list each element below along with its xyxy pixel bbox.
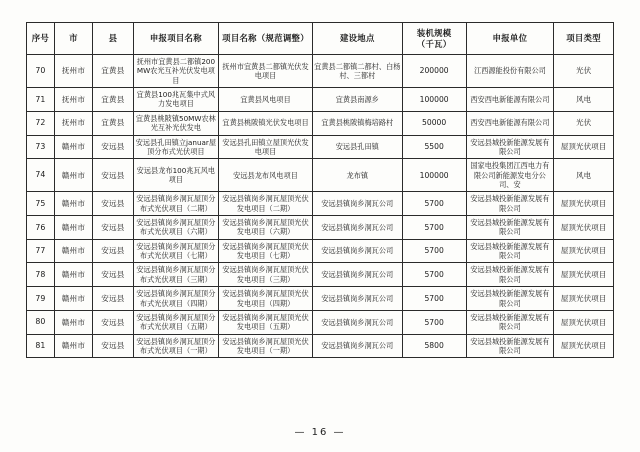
- cell-seq: 79: [27, 287, 55, 311]
- cell-city: 抚州市: [54, 111, 92, 135]
- cell-city: 赣州市: [54, 287, 92, 311]
- cell-unit: 西安西电新能源有限公司: [466, 111, 554, 135]
- cell-capacity: 100000: [402, 88, 466, 112]
- cell-type: 屋顶光伏项目: [554, 216, 614, 240]
- cell-city: 赣州市: [54, 216, 92, 240]
- cell-type: 屋顶光伏项目: [554, 263, 614, 287]
- cell-type: 风电: [554, 159, 614, 192]
- table-row: [27, 192, 614, 216]
- column-header-county: 县: [93, 23, 134, 55]
- cell-site: 安远县镇岗乡洞瓦公司: [312, 334, 402, 358]
- cell-seq: 70: [27, 55, 55, 88]
- cell-type: 屋顶光伏项目: [554, 135, 614, 159]
- cell-city: 抚州市: [54, 55, 92, 88]
- cell-city: 赣州市: [54, 135, 92, 159]
- table-row: [27, 287, 614, 311]
- cell-seq: 78: [27, 263, 55, 287]
- cell-declared-name: 安远县镇岗乡洞瓦屋顶分布式光伏项目（六期）: [133, 216, 218, 240]
- cell-county: 安远县: [93, 310, 134, 334]
- cell-city: 赣州市: [54, 310, 92, 334]
- cell-type: 光伏: [554, 55, 614, 88]
- cell-site: 宜黄县桃陂镇梅培路村: [312, 111, 402, 135]
- cell-seq: 72: [27, 111, 55, 135]
- cell-unit: 安远县城投新能源发展有限公司: [466, 216, 554, 240]
- cell-site: 安远县孔田镇: [312, 135, 402, 159]
- table-header-row: [27, 23, 614, 55]
- column-header-declaring-unit: 申报单位: [466, 23, 554, 55]
- cell-city: 赣州市: [54, 263, 92, 287]
- cell-project-name: 安远县镇岗乡洞瓦屋顶光伏发电项目（四期）: [219, 287, 313, 311]
- column-header-declared-project-name: 申报项目名称: [133, 23, 218, 55]
- cell-county: 安远县: [93, 135, 134, 159]
- cell-city: 赣州市: [54, 159, 92, 192]
- cell-declared-name: 安远县龙布100兆瓦风电项目: [133, 159, 218, 192]
- cell-site: 宜黄县二都镇二都村、白杨村、三都村: [312, 55, 402, 88]
- cell-site: 安远县镇岗乡洞瓦公司: [312, 263, 402, 287]
- cell-seq: 75: [27, 192, 55, 216]
- cell-type: 屋顶光伏项目: [554, 310, 614, 334]
- cell-unit: 安远县城投新能源发展有限公司: [466, 192, 554, 216]
- cell-site: 安远县镇岗乡洞瓦公司: [312, 239, 402, 263]
- cell-unit: 安远县城投新能源发展有限公司: [466, 310, 554, 334]
- project-registry-table: [26, 22, 614, 358]
- cell-declared-name: 安远县镇岗乡洞瓦屋顶分布式光伏项目（七期）: [133, 239, 218, 263]
- cell-project-name: 安远县镇岗乡洞瓦屋顶光伏发电项目（一期）: [219, 334, 313, 358]
- column-header-project-type: 项目类型: [554, 23, 614, 55]
- table-row: [27, 334, 614, 358]
- cell-county: 宜黄县: [93, 111, 134, 135]
- cell-city: 赣州市: [54, 334, 92, 358]
- cell-type: 光伏: [554, 111, 614, 135]
- table-row: [27, 159, 614, 192]
- cell-declared-name: 安远县镇岗乡洞瓦屋顶分布式光伏项目（五期）: [133, 310, 218, 334]
- capacity-header-line2: （千瓦）: [416, 38, 452, 49]
- cell-capacity: 200000: [402, 55, 466, 88]
- cell-city: 赣州市: [54, 192, 92, 216]
- column-header-city: 市: [54, 23, 92, 55]
- cell-county: 宜黄县: [93, 88, 134, 112]
- cell-site: 安远县镇岗乡洞瓦公司: [312, 287, 402, 311]
- cell-unit: 江西源能投份有限公司: [466, 55, 554, 88]
- cell-project-name: 抚州市宜黄县二都镇光伏发电项目: [219, 55, 313, 88]
- cell-county: 安远县: [93, 263, 134, 287]
- cell-capacity: 5700: [402, 263, 466, 287]
- cell-seq: 71: [27, 88, 55, 112]
- cell-county: 安远县: [93, 216, 134, 240]
- cell-site: 宜黄县南源乡: [312, 88, 402, 112]
- cell-type: 风电: [554, 88, 614, 112]
- table-row: [27, 239, 614, 263]
- table-body: [27, 55, 614, 358]
- cell-declared-name: 安远县镇岗乡洞瓦屋顶分布式光伏项目（三期）: [133, 263, 218, 287]
- table-row: [27, 111, 614, 135]
- cell-declared-name: 抚州市宜黄县二都镇200MW农光互补光伏发电项目: [133, 55, 218, 88]
- cell-site: 安远县镇岗乡洞瓦公司: [312, 216, 402, 240]
- cell-declared-name: 宜黄县桃陂镇50MW农林光互补光伏发电: [133, 111, 218, 135]
- column-header-capacity: [402, 23, 466, 55]
- cell-seq: 77: [27, 239, 55, 263]
- cell-capacity: 100000: [402, 159, 466, 192]
- cell-declared-name: 安远县镇岗乡洞瓦屋顶分布式光伏项目（四期）: [133, 287, 218, 311]
- cell-capacity: 5700: [402, 239, 466, 263]
- cell-unit: 安远县城投新能源发展有限公司: [466, 263, 554, 287]
- cell-seq: 81: [27, 334, 55, 358]
- table-row: [27, 310, 614, 334]
- cell-capacity: 5700: [402, 192, 466, 216]
- cell-seq: 80: [27, 310, 55, 334]
- cell-declared-name: 宜黄县100兆瓦集中式风力发电项目: [133, 88, 218, 112]
- table-row: [27, 55, 614, 88]
- column-header-seq: 序号: [27, 23, 55, 55]
- cell-capacity: 5700: [402, 310, 466, 334]
- cell-project-name: 安远县龙布风电项目: [219, 159, 313, 192]
- cell-unit: 安远县城投新能源发展有限公司: [466, 287, 554, 311]
- table-row: [27, 263, 614, 287]
- cell-site: 安远县镇岗乡洞瓦公司: [312, 310, 402, 334]
- cell-project-name: 宜黄县桃陂镇光伏发电项目: [219, 111, 313, 135]
- cell-county: 安远县: [93, 159, 134, 192]
- cell-capacity: 5800: [402, 334, 466, 358]
- cell-declared-name: 安远县镇岗乡洞瓦屋顶分布式光伏项目（一期）: [133, 334, 218, 358]
- cell-declared-name: 安远县镇岗乡洞瓦屋顶分布式光伏项目（二期）: [133, 192, 218, 216]
- capacity-header-line1: 装机规模: [416, 28, 452, 38]
- cell-county: 安远县: [93, 287, 134, 311]
- cell-unit: 安远县城投新能源发展有限公司: [466, 239, 554, 263]
- column-header-project-name: 项目名称（规范调整）: [219, 23, 313, 55]
- column-header-construction-site: 建设地点: [312, 23, 402, 55]
- cell-city: 赣州市: [54, 239, 92, 263]
- cell-county: 安远县: [93, 192, 134, 216]
- cell-project-name: 安远县镇岗乡洞瓦屋顶光伏发电项目（三期）: [219, 263, 313, 287]
- table-row: [27, 88, 614, 112]
- cell-capacity: 50000: [402, 111, 466, 135]
- cell-unit: 安远县城投新能源发展有限公司: [466, 135, 554, 159]
- cell-unit: 西安西电新能源有限公司: [466, 88, 554, 112]
- cell-unit: 国家电投集团江西电力有限公司新能源发电分公司、安: [466, 159, 554, 192]
- cell-county: 安远县: [93, 239, 134, 263]
- cell-capacity: 5500: [402, 135, 466, 159]
- cell-city: 抚州市: [54, 88, 92, 112]
- cell-type: 屋顶光伏项目: [554, 239, 614, 263]
- page-number: — 16 —: [294, 427, 346, 438]
- cell-project-name: 安远县镇岗乡洞瓦屋顶光伏发电项目（五期）: [219, 310, 313, 334]
- cell-capacity: 5700: [402, 216, 466, 240]
- cell-county: 宜黄县: [93, 55, 134, 88]
- cell-seq: 74: [27, 159, 55, 192]
- cell-project-name: 安远县镇岗乡洞瓦屋顶光伏发电项目（二期）: [219, 192, 313, 216]
- table-row: [27, 216, 614, 240]
- cell-type: 屋顶光伏项目: [554, 334, 614, 358]
- cell-project-name: 安远县镇岗乡洞瓦屋顶光伏发电项目（六期）: [219, 216, 313, 240]
- cell-unit: 安远县城投新能源发展有限公司: [466, 334, 554, 358]
- cell-project-name: 安远县孔田镇立屋顶光伏发电项目: [219, 135, 313, 159]
- cell-seq: 76: [27, 216, 55, 240]
- cell-county: 安远县: [93, 334, 134, 358]
- cell-project-name: 宜黄县风电项目: [219, 88, 313, 112]
- cell-declared-name: 安远县孔田镇立januar屋顶分布式光伏项目: [133, 135, 218, 159]
- cell-seq: 73: [27, 135, 55, 159]
- cell-capacity: 5700: [402, 287, 466, 311]
- cell-site: 龙布镇: [312, 159, 402, 192]
- table-row: [27, 135, 614, 159]
- cell-type: 屋顶光伏项目: [554, 287, 614, 311]
- cell-type: 屋顶光伏项目: [554, 192, 614, 216]
- cell-project-name: 安远县镇岗乡洞瓦屋顶光伏发电项目（七期）: [219, 239, 313, 263]
- cell-site: 安远县镇岗乡洞瓦公司: [312, 192, 402, 216]
